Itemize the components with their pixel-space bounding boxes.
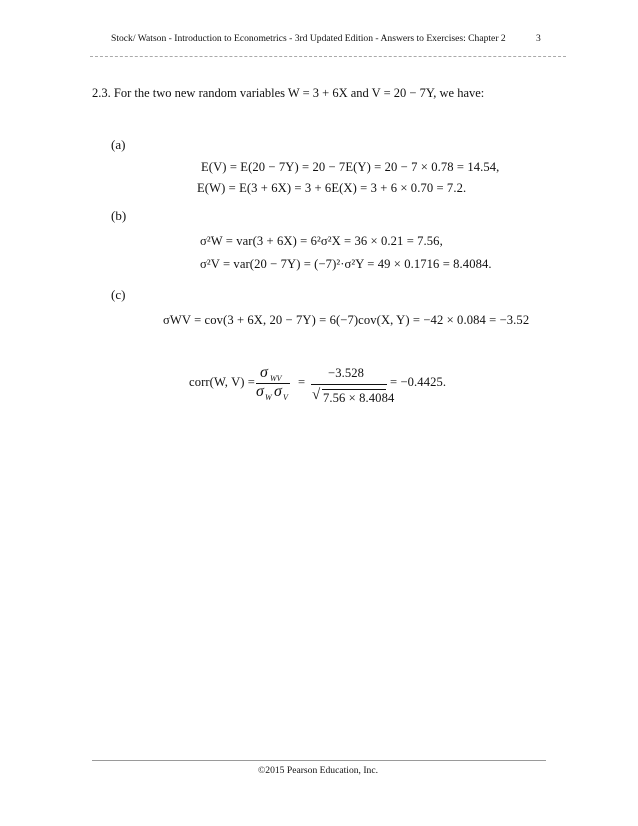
sigma-v-subscript: V xyxy=(283,393,288,402)
running-header xyxy=(111,33,506,44)
part-a-equation-2: E(W) = E(3 + 6X) = 3 + 6E(X) = 3 + 6 × 0.70 = 7.2. xyxy=(197,181,467,195)
part-a-equation-1: E(V) = E(20 − 7Y) = 20 − 7E(Y) = 20 − 7 × 0.78 = 14.54, xyxy=(201,160,500,174)
footer-copyright: ©2015 Pearson Education, Inc. xyxy=(258,765,378,776)
page-number: 3 xyxy=(536,33,541,44)
part-c-covariance: σWV = cov(3 + 6X, 20 − 7Y) = 6(−7)cov(X, Y) = −42 × 0.084 = −3.52 xyxy=(163,313,530,327)
corr-numerator: −3.528 xyxy=(328,366,365,380)
footer-rule xyxy=(92,760,546,761)
part-b-label: (b) xyxy=(111,208,127,223)
corr-fraction-line xyxy=(311,384,387,385)
sigma-v-symbol: σ xyxy=(274,383,282,400)
sigma-w-subscript: W xyxy=(265,393,272,402)
corr-lhs: corr(W, V) = xyxy=(189,375,256,389)
part-a-label: (a) xyxy=(111,137,126,152)
problem-intro: 2.3. For the two new random variables W = 3 + 6X and V = 20 − 7Y, we have: xyxy=(92,86,485,100)
part-c-label: (c) xyxy=(111,287,126,302)
part-b-equation-2: σ²V = var(20 − 7Y) = (−7)²·σ²Y = 49 × 0.1716 = 8.4084. xyxy=(200,257,492,271)
running-title: Stock/ Watson - Introduction to Econometrics - 3rd Updated Edition - Answers to Exercises: Chapter 2 xyxy=(111,33,506,44)
sigma-wv-subscript: WV xyxy=(270,374,282,383)
corr-equals: = xyxy=(298,375,306,389)
corr-sigma-fraction xyxy=(256,366,294,402)
part-b-equation-1: σ²W = var(3 + 6X) = 6²σ²X = 36 × 0.21 = 7.56, xyxy=(200,234,443,248)
corr-sqrt-bar xyxy=(322,389,386,390)
header-rule xyxy=(90,56,566,57)
sigma-wv-symbol: σ xyxy=(260,364,268,381)
corr-result: = −0.4425. xyxy=(390,375,447,389)
corr-sqrt-sign: √ xyxy=(312,387,321,403)
corr-denominator: 7.56 × 8.4084 xyxy=(323,391,395,405)
sigma-w-symbol: σ xyxy=(256,383,264,400)
